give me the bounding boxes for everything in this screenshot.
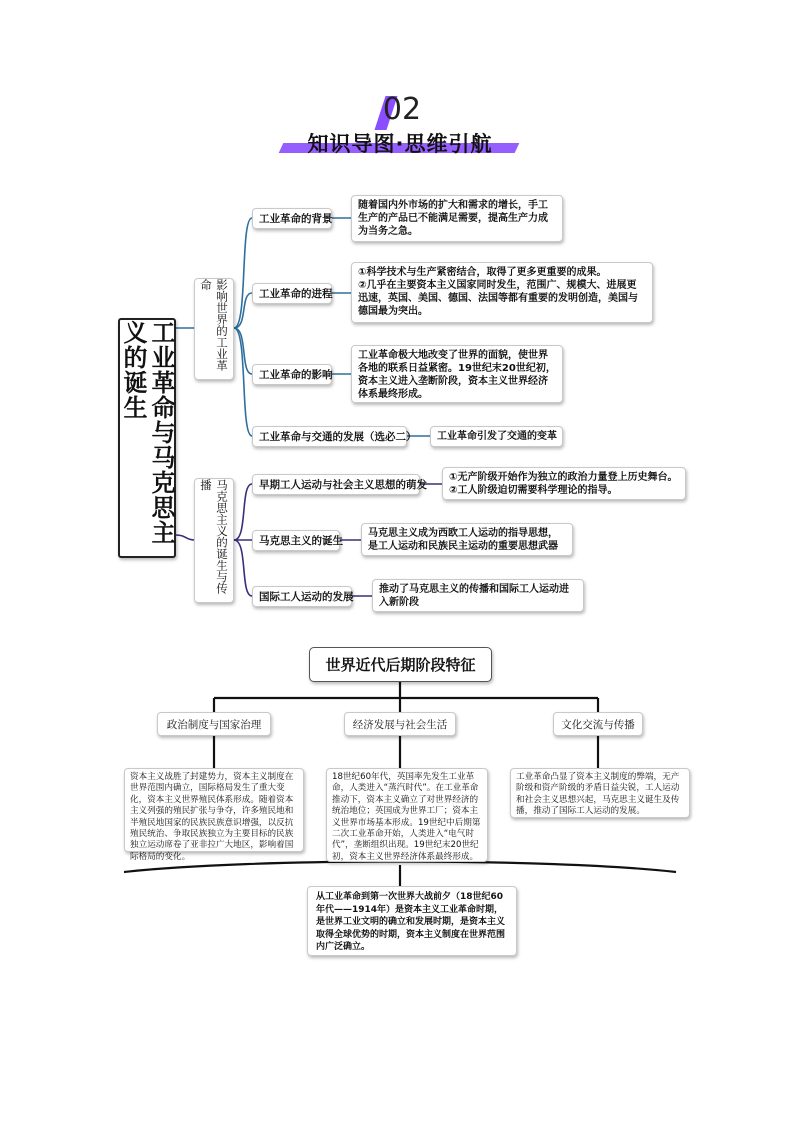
item-transport: 工业革命与交通的发展（选必二）	[252, 426, 407, 447]
tree-col-culture: 文化交流与传播	[553, 712, 643, 736]
desc-marxism-birth: 马克思主义成为西欧工人运动的指导思想，是工人运动和民族民主运动的重要思想武器	[361, 523, 573, 556]
tree-title: 世界近代后期阶段特征	[309, 647, 492, 682]
desc-impact: 工业革命极大地改变了世界的面貌，使世界各地的联系日益紧密。19世纪末20世纪初，资本主义进入垄断阶段，资本主义世界经济体系最终形成。	[351, 345, 563, 403]
mindmap-root: 工业革命与马克思主义的诞生	[118, 318, 176, 558]
item-impact: 工业革命的影响	[252, 364, 332, 385]
tree-col-politics: 政治制度与国家治理	[157, 712, 271, 736]
tree-col-economy: 经济发展与社会生活	[344, 712, 456, 736]
item-early-labor: 早期工人运动与社会主义思想的萌发	[252, 474, 420, 495]
branch-marxism: 马克思主义的诞生与传播	[194, 478, 234, 603]
branch-industrial-revolution: 影响世界的工业革命	[194, 278, 234, 380]
desc-early-labor: ①无产阶级开始作为独立的政治力量登上历史舞台。 ②工人阶级迫切需要科学理论的指导。	[442, 467, 686, 500]
desc-transport: 工业革命引发了交通的变革	[430, 426, 563, 447]
desc-background: 随着国内外市场的扩大和需求的增长，手工生产的产品已不能满足需要，提高生产力成为当务之急。	[351, 195, 563, 242]
page-title: 知识导图·思维引航	[307, 132, 493, 156]
item-marxism-birth: 马克思主义的诞生	[252, 530, 340, 551]
tree-summary: 从工业革命到第一次世界大战前夕（18世纪60年代——1914年）是资本主义工业革命时期，是世界工业文明的确立和发展时期，是资本主义取得全球优势的时期，资本主义制度在世界范围内广泛确立。	[307, 886, 517, 956]
tree-desc-culture: 工业革命凸显了资本主义制度的弊端，无产阶级和资产阶级的矛盾日益尖锐，工人运动和社会主义思想兴起，马克思主义诞生及传播，推动了国际工人运动的发展。	[510, 768, 690, 818]
desc-progress: ①科学技术与生产紧密结合，取得了更多更重要的成果。 ②几乎在主要资本主义国家同时发生，范围广、规模大、进展更迅速，英国、美国、德国、法国等都有重要的发明创造，美国与德国最为突出。	[351, 262, 653, 323]
tree-desc-economy: 18世纪60年代，英国率先发生工业革命，人类进入“蒸汽时代”。在工业革命推动下，资本主义确立了对世界经济的统治地位；英国成为世界工厂；资本主义世界市场基本形成。19世纪中后期第二次工业革命开始，人类进入“电气时代”，垄断组织出现。19世纪末20世纪初，资本主义世界经济体系最终形成。	[326, 768, 488, 862]
item-background: 工业革命的背景	[252, 208, 332, 229]
item-intl-labor: 国际工人运动的发展	[252, 586, 352, 607]
desc-intl-labor: 推动了马克思主义的传播和国际工人运动进入新阶段	[372, 579, 584, 612]
item-progress: 工业革命的进程	[252, 283, 332, 304]
section-number: 02	[372, 92, 432, 127]
tree-desc-politics: 资本主义战胜了封建势力，资本主义制度在世界范围内确立，国际格局发生了重大变化，资本主义世界殖民体系形成。随着资本主义列强的殖民扩张与争夺，许多殖民地和半殖民地国家的民族民族意识增强，以反抗殖民统治、争取民族独立为主要目标的民族独立运动席卷了亚非拉广大地区，影响着国际格局的变化。	[124, 768, 304, 852]
